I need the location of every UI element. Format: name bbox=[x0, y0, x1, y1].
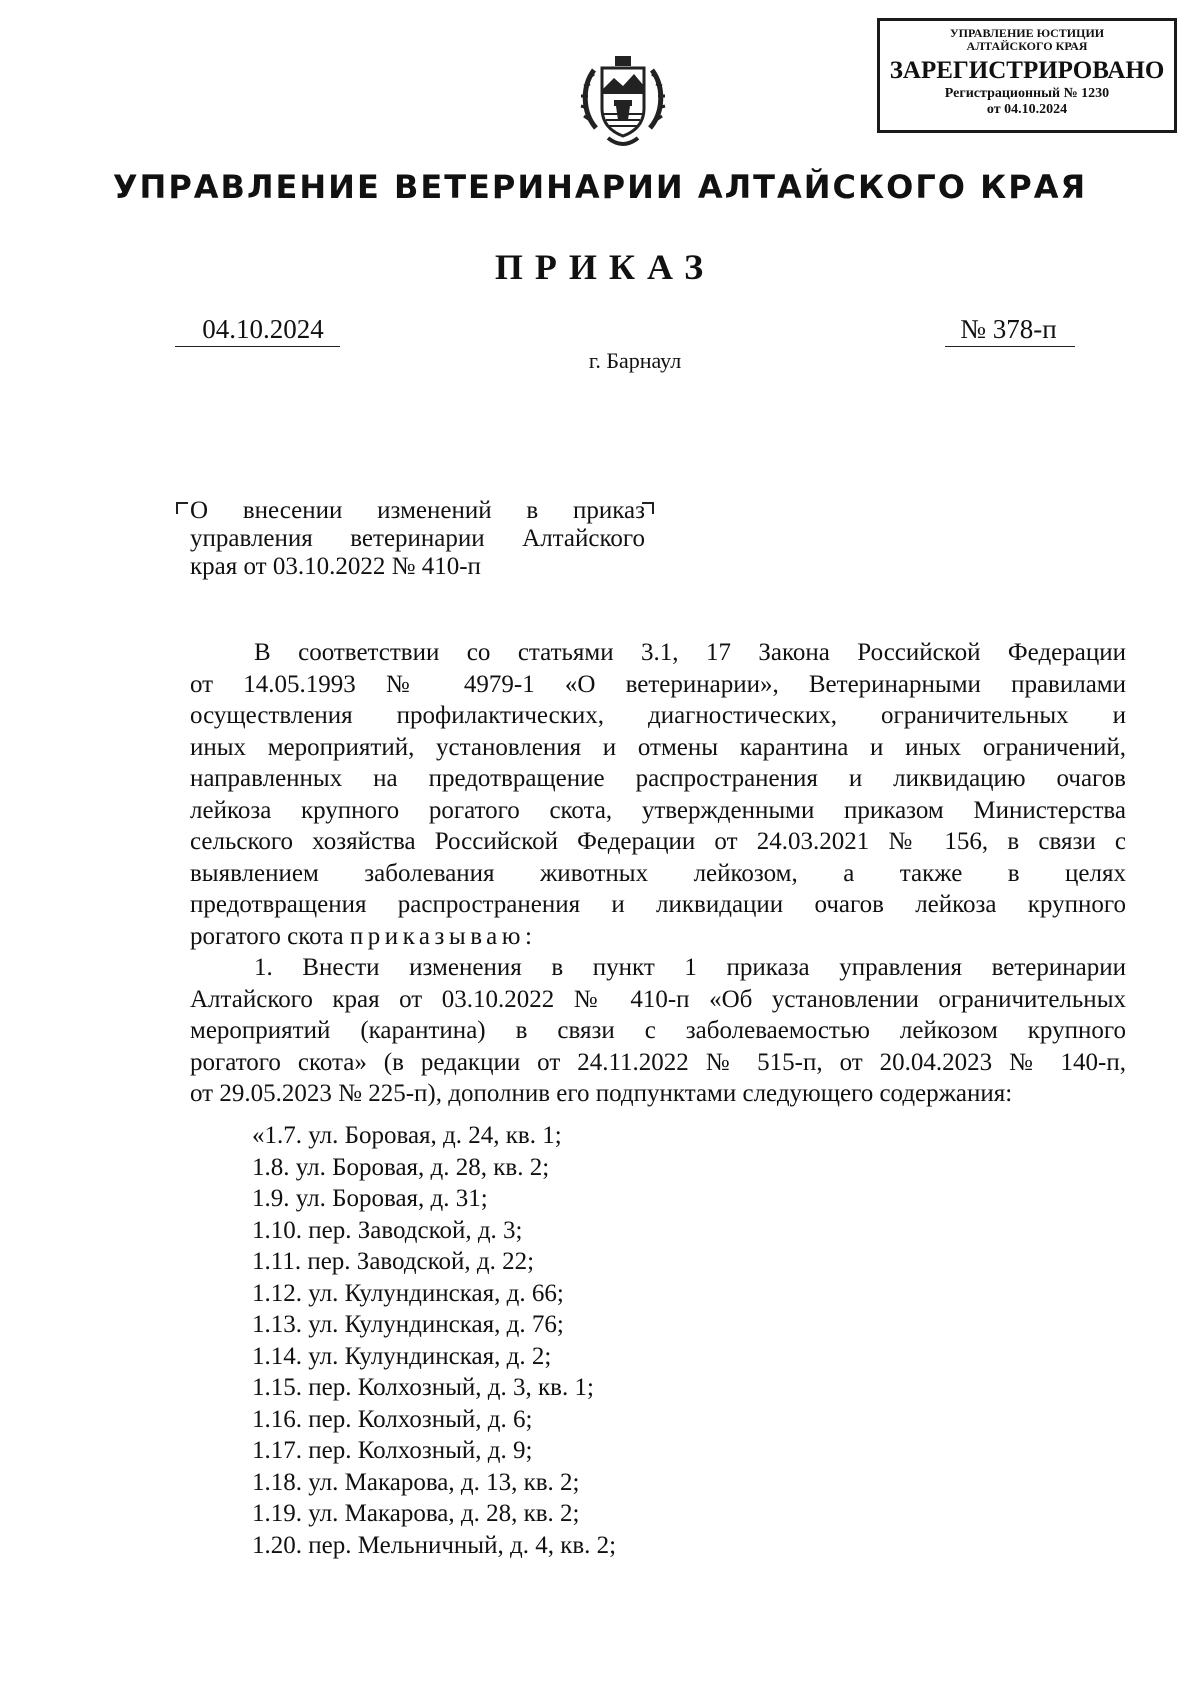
body-line bbox=[190, 921, 1126, 953]
list-item: 1.12. ул. Кулундинская, д. 66; bbox=[252, 1279, 564, 1307]
order-word: приказываю: bbox=[349, 922, 537, 950]
city: г. Барнаул bbox=[588, 348, 682, 373]
document-date: 04.10.2024 bbox=[202, 314, 324, 344]
stamp-agency: УПРАВЛЕНИЕ ЮСТИЦИИ АЛТАЙСКОГО КРАЯ bbox=[949, 26, 1105, 53]
body-line: В соответствии со статьями 3.1, 17 Закона Российской Федерации bbox=[254, 639, 1126, 666]
list-item: 1.13. ул. Кулундинская, д. 76; bbox=[252, 1311, 564, 1338]
clause-line: от 29.05.2023 № 225-п), дополнив его подпунктами следующего содержания: bbox=[190, 1080, 1013, 1107]
subject-line: управления ветеринарии Алтайского bbox=[190, 525, 645, 552]
date-underline bbox=[175, 346, 340, 347]
organization-title: УПРАВЛЕНИЕ ВЕТЕРИНАРИИ АЛТАЙСКОГО КРАЯ bbox=[112, 168, 1088, 206]
list-item: 1.8. ул. Боровая, д. 28, кв. 2; bbox=[252, 1153, 550, 1181]
number-underline bbox=[945, 346, 1075, 347]
coat-of-arms-icon bbox=[578, 50, 668, 150]
subject-bracket-left bbox=[176, 502, 188, 514]
clause-line: Алтайского края от 03.10.2022 № 410-п «Об установлении ограничительных bbox=[190, 985, 1126, 1013]
list-item: 1.15. пер. Колхозный, д. 3, кв. 1; bbox=[252, 1374, 594, 1401]
stamp-reg-number: Регистрационный № 1230 bbox=[944, 86, 1110, 101]
body-line: направленных на предотвращение распространения и ликвидацию очагов bbox=[190, 765, 1126, 792]
list-item: 1.17. пер. Колхозный, д. 9; bbox=[252, 1437, 533, 1464]
subject-line: О внесении изменений в приказ bbox=[190, 497, 645, 524]
list-item: 1.11. пер. Заводской, д. 22; bbox=[252, 1248, 535, 1275]
list-item: 1.16. пер. Колхозный, д. 6; bbox=[252, 1405, 533, 1433]
clause-line: рогатого скота» (в редакции от 24.11.2022 № 515-п, от 20.04.2023 № 140-п, bbox=[190, 1048, 1126, 1076]
body-line-prefix: рогатого скота bbox=[190, 922, 350, 950]
body-line: сельского хозяйства Российской Федерации от 24.03.2021 № 156, в связи с bbox=[190, 828, 1126, 855]
list-item: 1.19. ул. Макарова, д. 28, кв. 2; bbox=[252, 1500, 580, 1527]
registration-stamp bbox=[877, 18, 1177, 133]
clause-line: мероприятий (карантина) в связи с заболеваемостью лейкозом крупного bbox=[190, 1017, 1126, 1044]
body-line: предотвращения распространения и ликвидации очагов лейкоза крупного bbox=[190, 891, 1126, 918]
document-number: № 378-п bbox=[960, 314, 1057, 344]
list-item: 1.14. ул. Кулундинская, д. 2; bbox=[252, 1342, 552, 1370]
list-item: 1.20. пер. Мельничный, д. 4, кв. 2; bbox=[252, 1531, 617, 1559]
address-list bbox=[252, 1120, 616, 1561]
list-item: 1.18. ул. Макарова, д. 13, кв. 2; bbox=[252, 1468, 580, 1496]
subject-block bbox=[190, 497, 645, 581]
list-item: 1.9. ул. Боровая, д. 31; bbox=[252, 1185, 488, 1212]
body-line: от 14.05.1993 № 4979-1 «О ветеринарии», Ветеринарными правилами bbox=[190, 670, 1126, 698]
stamp-status: ЗАРЕГИСТРИРОВАНО bbox=[889, 57, 1165, 84]
body-line: иных мероприятий, установления и отмены карантина и иных ограничений, bbox=[190, 733, 1126, 761]
clause-line: 1. Внести изменения в пункт 1 приказа управления ветеринарии bbox=[254, 954, 1126, 981]
body-line: лейкоза крупного рогатого скота, утвержденными приказом Министерства bbox=[190, 796, 1126, 824]
stamp-reg-date: от 04.10.2024 bbox=[986, 102, 1068, 117]
list-item: «1.7. ул. Боровая, д. 24, кв. 1; bbox=[252, 1122, 562, 1149]
body-text bbox=[190, 637, 1126, 1110]
list-item: 1.10. пер. Заводской, д. 3; bbox=[252, 1216, 523, 1244]
document-type: ПРИКАЗ bbox=[494, 247, 716, 287]
body-line: осуществления профилактических, диагностических, ограничительных и bbox=[190, 702, 1126, 729]
subject-line: края от 03.10.2022 № 410-п bbox=[190, 553, 481, 580]
body-line: выявлением заболевания животных лейкозом, а также в целях bbox=[190, 859, 1126, 887]
